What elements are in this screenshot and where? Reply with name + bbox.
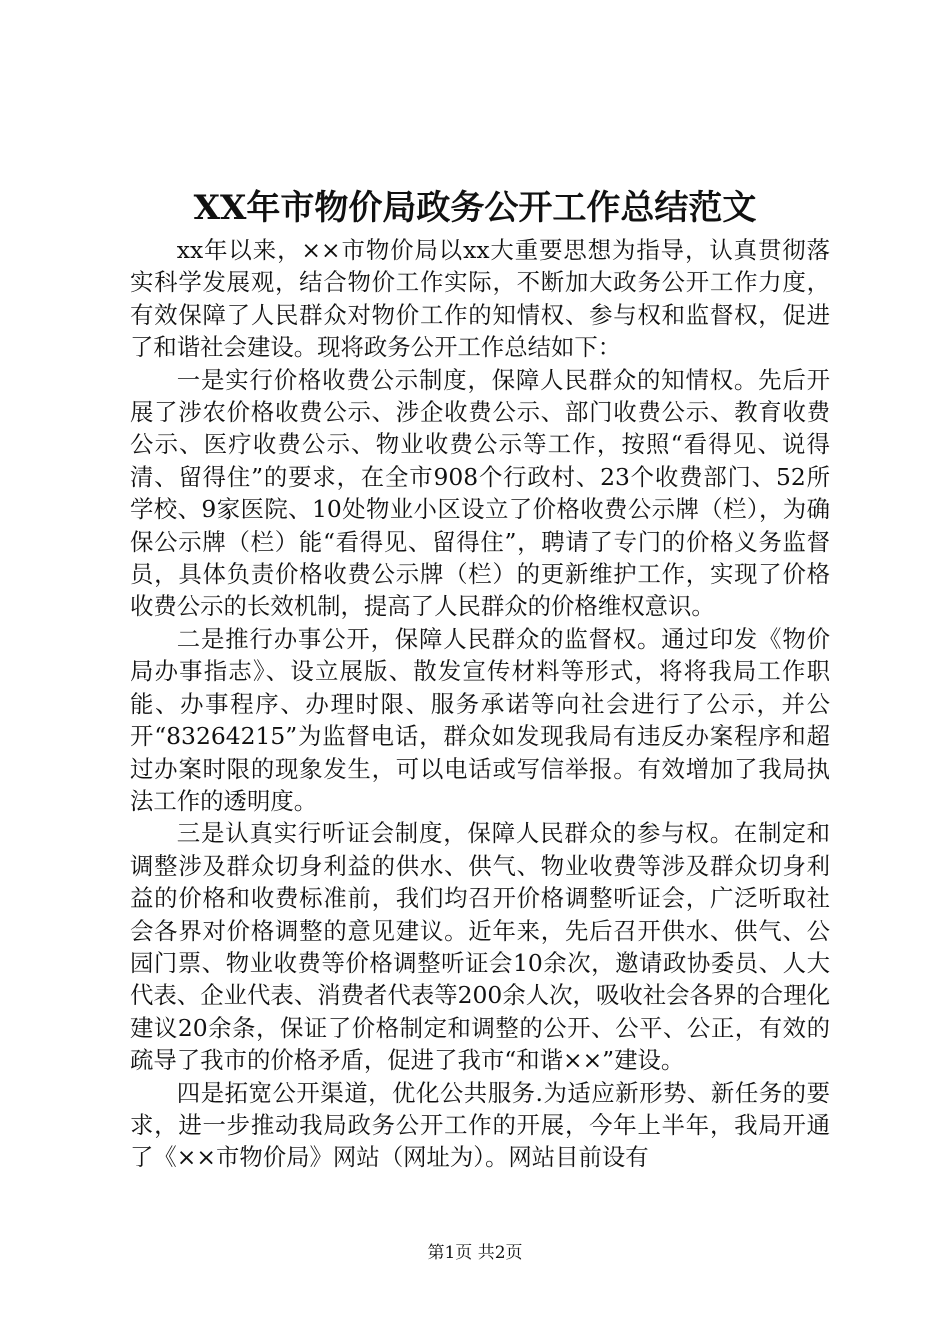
paragraph-hearing-system: 三是认真实行听证会制度，保障人民群众的参与权。在制定和调整涉及群众切身利益的供水、供气、物业收费等涉及群众切身利益的价格和收费标准前，我们均召开价格调整听证会，广泛听取社会各界对价格调整的意见建议。近年来，先后召开供水、供气、公园门票、物业收费等价格调整听证会10余次，邀请政协委员、人大代表、企业代表、消费者代表等200余人次，吸收社会各界的合理化建议20余条，保证了价格制定和调整的公开、公平、公正，有效的疏导了我市的价格矛盾，促进了我市“和谐××”建设。 xyxy=(130,819,830,1075)
paragraph-price-disclosure: 一是实行价格收费公示制度，保障人民群众的知情权。先后开展了涉农价格收费公示、涉企收费公示、部门收费公示、教育收费公示、医疗收费公示、物业收费公示等工作，按照“看得见、说得清、留得住”的要求，在全市908个行政村、23个收费部门、52所学校、9家医院、10处物业小区设立了价格收费公示牌（栏），为确保公示牌（栏）能“看得见、留得住”，聘请了专门的价格义务监督员，具体负责价格收费公示牌（栏）的更新维护工作，实现了价格收费公示的长效机制，提高了人民群众的价格维权意识。 xyxy=(130,365,830,621)
document-body xyxy=(130,234,830,1174)
paragraph-intro: xx年以来，××市物价局以xx大重要思想为指导，认真贯彻落实科学发展观，结合物价工作实际，不断加大政务公开工作力度，有效保障了人民群众对物价工作的知情权、参与权和监督权，促进了和谐社会建设。现将政务公开工作总结如下： xyxy=(130,236,830,362)
page-number: 第1页 共2页 xyxy=(427,1243,523,1263)
document-title: XX年市物价局政务公开工作总结范文 xyxy=(193,188,757,228)
paragraph-public-channels: 四是拓宽公开渠道，优化公共服务.为适应新形势、新任务的要求，进一步推动我局政务公开工作的开展，今年上半年，我局开通了《××市物价局》网站（网址为）。网站目前设有 xyxy=(130,1078,830,1172)
paragraph-affairs-disclosure: 二是推行办事公开，保障人民群众的监督权。通过印发《物价局办事指志》、设立展版、散发宣传材料等形式，将将我局工作职能、办事程序、办理时限、服务承诺等向社会进行了公示，并公开“83264215”为监督电话，群众如发现我局有违反办案程序和超过办案时限的现象发生，可以电话或写信举报。有效增加了我局执法工作的透明度。 xyxy=(130,624,830,815)
